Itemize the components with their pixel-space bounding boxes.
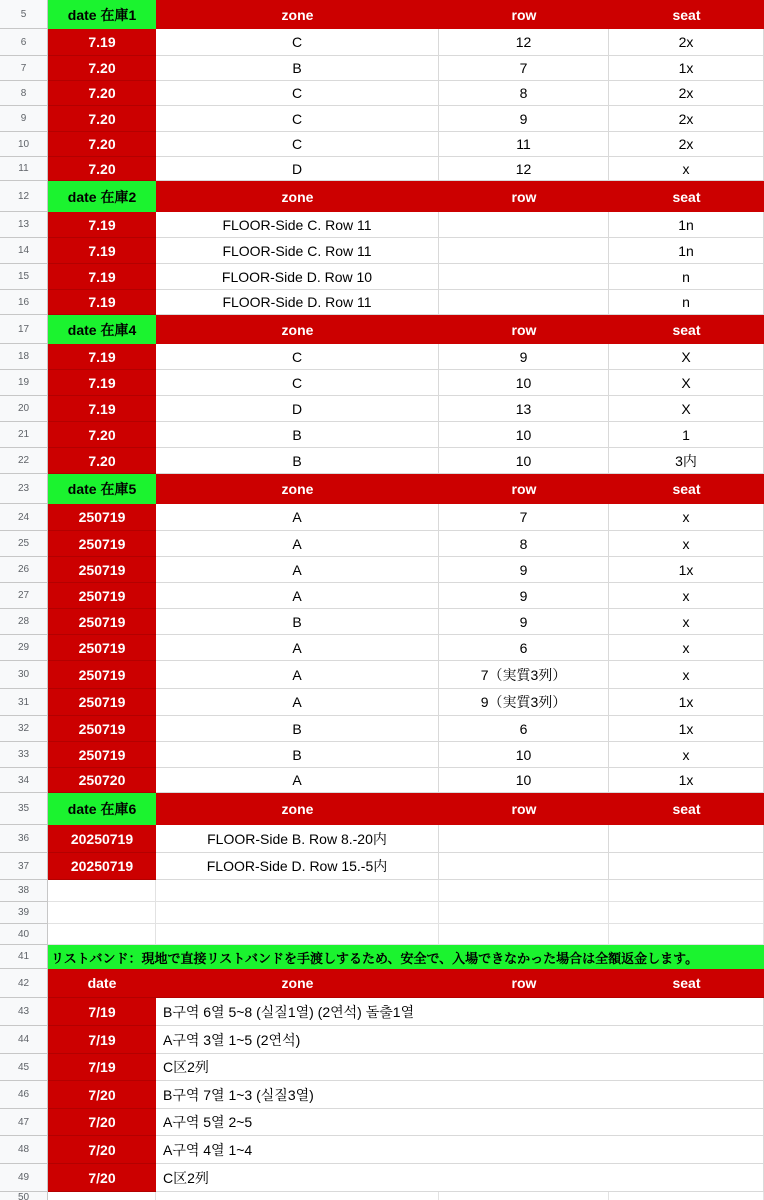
row-cell[interactable]: 10 xyxy=(439,370,609,396)
empty-cell[interactable] xyxy=(48,1192,156,1200)
seat-cell[interactable]: 2x xyxy=(609,106,764,132)
seat-cell[interactable]: 1x xyxy=(609,56,764,81)
row-cell[interactable]: 7（実質3列） xyxy=(439,661,609,689)
zone-cell[interactable]: A xyxy=(156,661,439,689)
table-row xyxy=(0,396,764,422)
date-cell[interactable]: 250719 xyxy=(48,689,156,716)
zone-cell[interactable]: C xyxy=(156,370,439,396)
table-row xyxy=(0,370,764,396)
row-cell[interactable]: 9 xyxy=(439,557,609,583)
date-cell[interactable]: 250719 xyxy=(48,661,156,689)
table-row xyxy=(0,609,764,635)
seat-cell[interactable]: x xyxy=(609,157,764,181)
table-row xyxy=(0,238,764,264)
row-number[interactable]: 42 xyxy=(0,969,48,998)
table-row xyxy=(0,290,764,315)
row-cell[interactable] xyxy=(439,238,609,264)
row-cell[interactable]: 7 xyxy=(439,56,609,81)
table-row xyxy=(0,132,764,157)
section-label[interactable]: date 在庫2 xyxy=(48,181,156,212)
empty-cell[interactable] xyxy=(439,902,609,924)
date-cell[interactable]: 250719 xyxy=(48,557,156,583)
row-cell[interactable] xyxy=(439,290,609,315)
row-number[interactable]: 40 xyxy=(0,924,48,945)
row-number[interactable]: 11 xyxy=(0,157,48,181)
zone-cell[interactable]: D xyxy=(156,157,439,181)
row-header[interactable]: row xyxy=(439,793,609,825)
row-number[interactable]: 35 xyxy=(0,793,48,825)
empty-cell[interactable] xyxy=(48,880,156,902)
zone-cell[interactable]: A xyxy=(156,635,439,661)
table-row xyxy=(0,583,764,609)
row-number[interactable]: 38 xyxy=(0,880,48,902)
table-row xyxy=(0,689,764,716)
section-label[interactable]: date 在庫5 xyxy=(48,474,156,504)
date-cell[interactable]: 250719 xyxy=(48,504,156,531)
row-number[interactable]: 32 xyxy=(0,716,48,742)
table-row xyxy=(0,1026,764,1054)
seat-header[interactable]: seat xyxy=(609,181,764,212)
seat-cell[interactable]: 3内 xyxy=(609,448,764,474)
zone-cell[interactable]: A xyxy=(156,583,439,609)
row-number[interactable]: 21 xyxy=(0,422,48,448)
row-cell[interactable]: 9 xyxy=(439,106,609,132)
seat-cell[interactable]: x xyxy=(609,531,764,557)
row-header[interactable]: row xyxy=(439,474,609,504)
row-cell[interactable]: 10 xyxy=(439,768,609,793)
seat-description-cell[interactable]: C区2列 xyxy=(156,1054,764,1081)
row-number[interactable]: 50 xyxy=(0,1192,48,1200)
seat-cell[interactable]: 1n xyxy=(609,212,764,238)
date-cell[interactable]: 250719 xyxy=(48,609,156,635)
zone-cell[interactable]: FLOOR-Side C. Row 11 xyxy=(156,212,439,238)
date-cell[interactable]: 7.19 xyxy=(48,290,156,315)
zone-header[interactable]: zone xyxy=(156,0,439,29)
seat-header[interactable]: seat xyxy=(609,969,764,998)
zone-cell[interactable]: B xyxy=(156,742,439,768)
zone-cell[interactable]: FLOOR-Side D. Row 15.-5内 xyxy=(156,853,439,880)
table-row xyxy=(0,557,764,583)
date-cell[interactable]: 7.20 xyxy=(48,448,156,474)
seat-header[interactable]: seat xyxy=(609,474,764,504)
seat-cell[interactable] xyxy=(609,825,764,853)
row-number[interactable]: 39 xyxy=(0,902,48,924)
zone-header[interactable]: zone xyxy=(156,474,439,504)
row-number[interactable]: 28 xyxy=(0,609,48,635)
table-row xyxy=(0,716,764,742)
seat-cell[interactable]: X xyxy=(609,370,764,396)
empty-cell[interactable] xyxy=(439,1192,609,1200)
row-cell[interactable]: 8 xyxy=(439,81,609,106)
row-number[interactable]: 14 xyxy=(0,238,48,264)
seat-header[interactable]: seat xyxy=(609,0,764,29)
row-cell[interactable] xyxy=(439,264,609,290)
empty-cell[interactable] xyxy=(156,1192,439,1200)
seat-cell[interactable]: x xyxy=(609,742,764,768)
date-cell[interactable]: 7.20 xyxy=(48,81,156,106)
row-cell[interactable]: 11 xyxy=(439,132,609,157)
section-header-row xyxy=(0,315,764,344)
date-cell[interactable]: 250720 xyxy=(48,768,156,793)
table-row xyxy=(0,504,764,531)
section-label[interactable]: date 在庫6 xyxy=(48,793,156,825)
row-cell[interactable]: 6 xyxy=(439,635,609,661)
table-row xyxy=(0,1081,764,1109)
date-cell[interactable]: 7.19 xyxy=(48,264,156,290)
row-number[interactable]: 31 xyxy=(0,689,48,716)
table-row xyxy=(0,661,764,689)
table-row xyxy=(0,81,764,106)
row-number[interactable]: 12 xyxy=(0,181,48,212)
empty-cell[interactable] xyxy=(439,880,609,902)
empty-cell[interactable] xyxy=(156,902,439,924)
date-cell[interactable]: 7.19 xyxy=(48,29,156,56)
row-number[interactable]: 37 xyxy=(0,853,48,880)
row-cell[interactable] xyxy=(439,212,609,238)
seat-cell[interactable]: x xyxy=(609,583,764,609)
date-cell[interactable]: 7/19 xyxy=(48,998,156,1026)
zone-cell[interactable]: A xyxy=(156,689,439,716)
table-row xyxy=(0,742,764,768)
date-cell[interactable]: 7.20 xyxy=(48,157,156,181)
row-number[interactable]: 7 xyxy=(0,56,48,81)
row-number[interactable]: 41 xyxy=(0,945,48,969)
wristband-notice-row xyxy=(0,945,764,969)
row-number[interactable]: 49 xyxy=(0,1164,48,1192)
row-number[interactable]: 27 xyxy=(0,583,48,609)
seat-cell[interactable]: X xyxy=(609,396,764,422)
seat-cell[interactable]: x xyxy=(609,609,764,635)
seat-cell[interactable]: 1x xyxy=(609,768,764,793)
section-label[interactable]: date 在庫1 xyxy=(48,0,156,29)
seat-description-cell[interactable]: B구역 6열 5~8 (실질1열) (2연석) 돌출1열 xyxy=(156,998,764,1026)
table-row xyxy=(0,157,764,181)
date-cell[interactable]: 7.19 xyxy=(48,344,156,370)
seat-cell[interactable]: n xyxy=(609,290,764,315)
table-row xyxy=(0,1136,764,1164)
row-cell[interactable]: 12 xyxy=(439,157,609,181)
date-cell[interactable]: 250719 xyxy=(48,583,156,609)
seat-description-cell[interactable]: A구역 4열 1~4 xyxy=(156,1136,764,1164)
zone-cell[interactable]: FLOOR-Side B. Row 8.-20内 xyxy=(156,825,439,853)
zone-cell[interactable]: A xyxy=(156,557,439,583)
zone-cell[interactable]: C xyxy=(156,106,439,132)
table-row xyxy=(0,422,764,448)
zone-cell[interactable]: A xyxy=(156,768,439,793)
seat-cell[interactable]: 1x xyxy=(609,716,764,742)
seat-cell[interactable]: x xyxy=(609,504,764,531)
zone-cell[interactable]: FLOOR-Side D. Row 10 xyxy=(156,264,439,290)
table-row xyxy=(0,106,764,132)
row-cell[interactable]: 10 xyxy=(439,422,609,448)
seat-cell[interactable]: x xyxy=(609,635,764,661)
date-cell[interactable]: 7/19 xyxy=(48,1026,156,1054)
row-number[interactable]: 13 xyxy=(0,212,48,238)
row-header[interactable]: row xyxy=(439,969,609,998)
seat-header[interactable]: seat xyxy=(609,315,764,344)
row-header[interactable]: row xyxy=(439,181,609,212)
empty-cell[interactable] xyxy=(156,880,439,902)
row-cell[interactable]: 10 xyxy=(439,448,609,474)
row-number[interactable]: 16 xyxy=(0,290,48,315)
zone-cell[interactable]: C xyxy=(156,29,439,56)
zone-cell[interactable]: FLOOR-Side C. Row 11 xyxy=(156,238,439,264)
date-cell[interactable]: 7/20 xyxy=(48,1081,156,1109)
date-cell[interactable]: 250719 xyxy=(48,716,156,742)
zone-cell[interactable]: B xyxy=(156,716,439,742)
seat-description-cell[interactable]: A구역 5열 2~5 xyxy=(156,1109,764,1136)
row-cell[interactable]: 9（実質3列） xyxy=(439,689,609,716)
row-number[interactable]: 48 xyxy=(0,1136,48,1164)
zone-cell[interactable]: C xyxy=(156,81,439,106)
seat-cell[interactable]: 2x xyxy=(609,29,764,56)
table-row xyxy=(0,56,764,81)
date-cell[interactable]: 7.19 xyxy=(48,238,156,264)
row-number[interactable]: 23 xyxy=(0,474,48,504)
row-cell[interactable]: 9 xyxy=(439,583,609,609)
date-cell[interactable]: 7.19 xyxy=(48,212,156,238)
zone-cell[interactable]: C xyxy=(156,132,439,157)
table-row xyxy=(0,212,764,238)
row-number[interactable]: 44 xyxy=(0,1026,48,1054)
row-number[interactable]: 17 xyxy=(0,315,48,344)
row-cell[interactable]: 9 xyxy=(439,344,609,370)
seat-cell[interactable]: 1x xyxy=(609,689,764,716)
row-number[interactable]: 30 xyxy=(0,661,48,689)
row-number[interactable]: 18 xyxy=(0,344,48,370)
date-cell[interactable]: 7.19 xyxy=(48,370,156,396)
table-row xyxy=(0,998,764,1026)
table-row xyxy=(0,29,764,56)
seat-header[interactable]: seat xyxy=(609,793,764,825)
empty-cell[interactable] xyxy=(609,880,764,902)
table-row xyxy=(0,264,764,290)
row-number[interactable]: 10 xyxy=(0,132,48,157)
date-cell[interactable]: 7/20 xyxy=(48,1164,156,1192)
empty-row xyxy=(0,902,764,924)
row-number[interactable]: 34 xyxy=(0,768,48,793)
table-row xyxy=(0,853,764,880)
row-number[interactable]: 5 xyxy=(0,0,48,29)
date-cell[interactable]: 7/20 xyxy=(48,1136,156,1164)
date-header[interactable]: date xyxy=(48,969,156,998)
seat-description-cell[interactable]: B구역 7열 1~3 (실질3열) xyxy=(156,1081,764,1109)
row-number[interactable]: 9 xyxy=(0,106,48,132)
row-cell[interactable]: 9 xyxy=(439,609,609,635)
seat-cell[interactable]: 1 xyxy=(609,422,764,448)
row-number[interactable]: 8 xyxy=(0,81,48,106)
seat-description-cell[interactable]: C区2列 xyxy=(156,1164,764,1192)
row-number[interactable]: 47 xyxy=(0,1109,48,1136)
row-cell[interactable] xyxy=(439,825,609,853)
zone-cell[interactable]: B xyxy=(156,609,439,635)
empty-cell[interactable] xyxy=(609,902,764,924)
row-number[interactable]: 25 xyxy=(0,531,48,557)
row-cell[interactable]: 12 xyxy=(439,29,609,56)
section-header-row xyxy=(0,181,764,212)
row-number[interactable]: 6 xyxy=(0,29,48,56)
zone-cell[interactable]: C xyxy=(156,344,439,370)
zone-cell[interactable]: D xyxy=(156,396,439,422)
seat-description-cell[interactable]: A구역 3열 1~5 (2연석) xyxy=(156,1026,764,1054)
empty-cell[interactable] xyxy=(439,924,609,945)
empty-cell[interactable] xyxy=(48,924,156,945)
table-row xyxy=(0,768,764,793)
row-cell[interactable]: 10 xyxy=(439,742,609,768)
table-row xyxy=(0,531,764,557)
row-number[interactable]: 26 xyxy=(0,557,48,583)
wristband-header-row xyxy=(0,969,764,998)
date-cell[interactable]: 20250719 xyxy=(48,825,156,853)
row-number[interactable]: 33 xyxy=(0,742,48,768)
seat-cell[interactable]: x xyxy=(609,661,764,689)
zone-cell[interactable]: A xyxy=(156,531,439,557)
date-cell[interactable]: 20250719 xyxy=(48,853,156,880)
seat-cell[interactable]: 1x xyxy=(609,557,764,583)
date-cell[interactable]: 7.20 xyxy=(48,106,156,132)
row-number[interactable]: 29 xyxy=(0,635,48,661)
row-number[interactable]: 43 xyxy=(0,998,48,1026)
empty-cell[interactable] xyxy=(48,902,156,924)
row-header[interactable]: row xyxy=(439,0,609,29)
seat-cell[interactable]: n xyxy=(609,264,764,290)
empty-cell[interactable] xyxy=(156,924,439,945)
row-number[interactable]: 19 xyxy=(0,370,48,396)
seat-cell[interactable]: X xyxy=(609,344,764,370)
table-row xyxy=(0,344,764,370)
table-row xyxy=(0,635,764,661)
row-cell[interactable]: 7 xyxy=(439,504,609,531)
row-cell[interactable] xyxy=(439,853,609,880)
date-cell[interactable]: 7.20 xyxy=(48,132,156,157)
table-row xyxy=(0,1109,764,1136)
date-cell[interactable]: 7.20 xyxy=(48,56,156,81)
row-cell[interactable]: 6 xyxy=(439,716,609,742)
seat-cell[interactable]: 2x xyxy=(609,81,764,106)
empty-row xyxy=(0,1192,764,1200)
table-row xyxy=(0,1054,764,1081)
zone-header[interactable]: zone xyxy=(156,793,439,825)
zone-cell[interactable]: B xyxy=(156,448,439,474)
row-cell[interactable]: 13 xyxy=(439,396,609,422)
empty-cell[interactable] xyxy=(609,924,764,945)
table-row xyxy=(0,448,764,474)
row-header[interactable]: row xyxy=(439,315,609,344)
date-cell[interactable]: 250719 xyxy=(48,531,156,557)
zone-cell[interactable]: B xyxy=(156,56,439,81)
row-number[interactable]: 22 xyxy=(0,448,48,474)
date-cell[interactable]: 250719 xyxy=(48,742,156,768)
empty-cell[interactable] xyxy=(609,1192,764,1200)
seat-cell[interactable]: 2x xyxy=(609,132,764,157)
date-cell[interactable]: 7.19 xyxy=(48,396,156,422)
date-cell[interactable]: 7.20 xyxy=(48,422,156,448)
date-cell[interactable]: 7/20 xyxy=(48,1109,156,1136)
seat-cell[interactable] xyxy=(609,853,764,880)
row-number[interactable]: 46 xyxy=(0,1081,48,1109)
zone-header[interactable]: zone xyxy=(156,969,439,998)
zone-cell[interactable]: FLOOR-Side D. Row 11 xyxy=(156,290,439,315)
section-label[interactable]: date 在庫4 xyxy=(48,315,156,344)
seat-cell[interactable]: 1n xyxy=(609,238,764,264)
date-cell[interactable]: 7/19 xyxy=(48,1054,156,1081)
section-header-row xyxy=(0,793,764,825)
table-row xyxy=(0,1164,764,1192)
zone-header[interactable]: zone xyxy=(156,181,439,212)
zone-cell[interactable]: A xyxy=(156,504,439,531)
row-number[interactable]: 20 xyxy=(0,396,48,422)
row-number[interactable]: 15 xyxy=(0,264,48,290)
row-number[interactable]: 45 xyxy=(0,1054,48,1081)
section-header-row xyxy=(0,474,764,504)
row-number[interactable]: 36 xyxy=(0,825,48,853)
zone-header[interactable]: zone xyxy=(156,315,439,344)
section-header-row xyxy=(0,0,764,29)
wristband-notice[interactable]: リストバンド：現地で直接リストバンドを手渡しするため、安全で、入場できなかった場合は全額返金します。 xyxy=(48,945,764,969)
date-cell[interactable]: 250719 xyxy=(48,635,156,661)
row-cell[interactable]: 8 xyxy=(439,531,609,557)
row-number[interactable]: 24 xyxy=(0,504,48,531)
table-row xyxy=(0,825,764,853)
empty-row xyxy=(0,924,764,945)
empty-row xyxy=(0,880,764,902)
zone-cell[interactable]: B xyxy=(156,422,439,448)
